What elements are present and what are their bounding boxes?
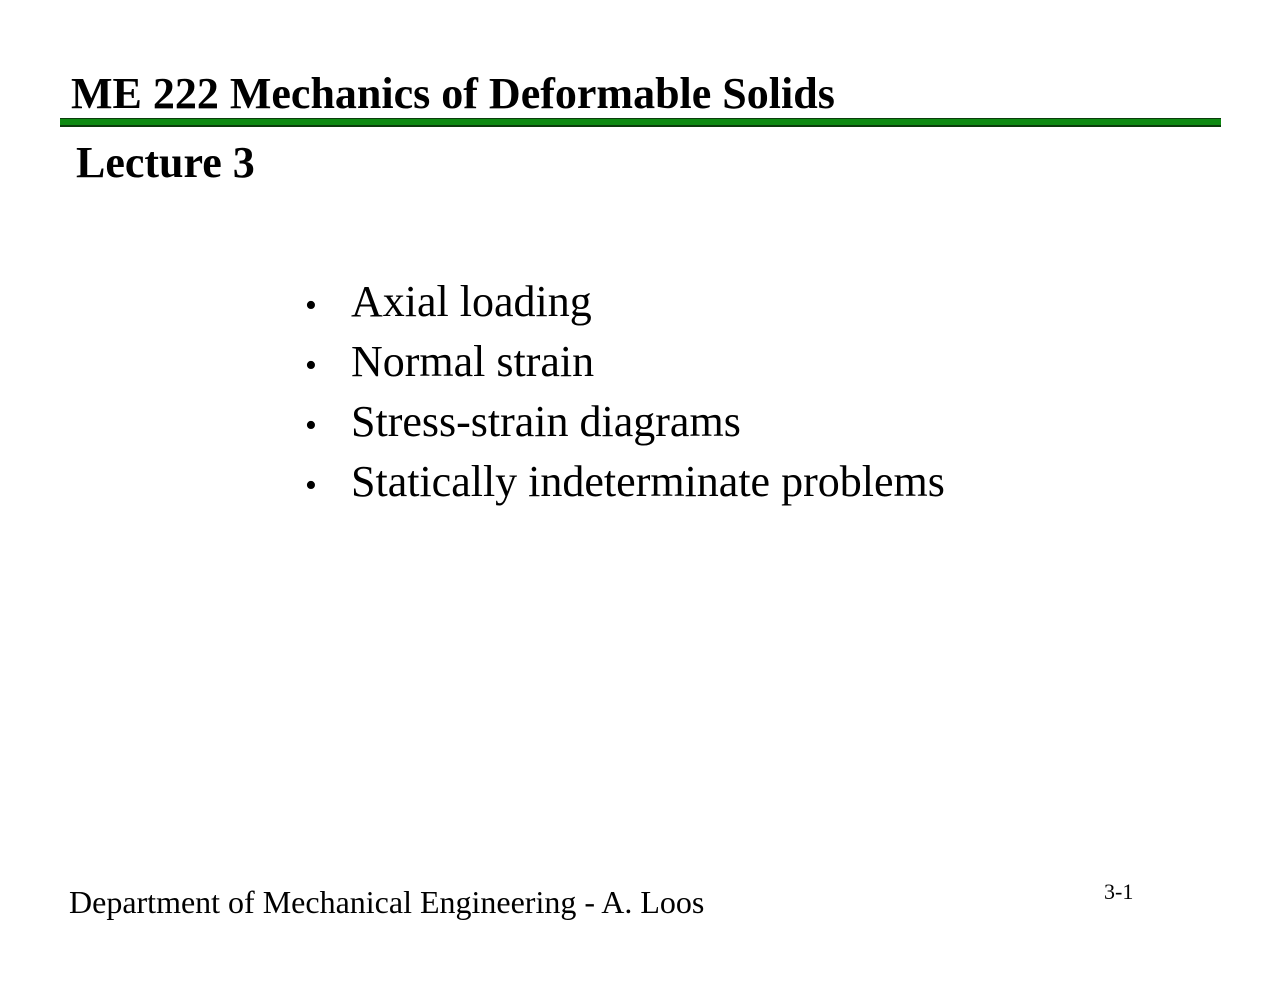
list-item	[305, 272, 945, 332]
page-number: 3-1	[1104, 879, 1134, 904]
bullet-icon: •	[305, 347, 317, 384]
title-underline-rule	[60, 118, 1221, 127]
topic-list	[305, 272, 945, 512]
list-item	[305, 392, 945, 452]
lecture-number: Lecture 3	[76, 138, 255, 187]
list-item-text: Statically indeterminate problems	[351, 457, 945, 506]
list-item-text: Axial loading	[351, 277, 592, 326]
slide-title: ME 222 Mechanics of Deformable Solids	[71, 69, 835, 118]
list-item	[305, 332, 945, 392]
bullet-icon: •	[305, 467, 317, 504]
bullet-icon: •	[305, 407, 317, 444]
footer-department: Department of Mechanical Engineering - A. Loos	[69, 884, 705, 920]
list-item-text: Normal strain	[351, 337, 595, 386]
bullet-icon: •	[305, 287, 317, 324]
list-item	[305, 452, 945, 512]
list-item-text: Stress-strain diagrams	[351, 397, 741, 446]
